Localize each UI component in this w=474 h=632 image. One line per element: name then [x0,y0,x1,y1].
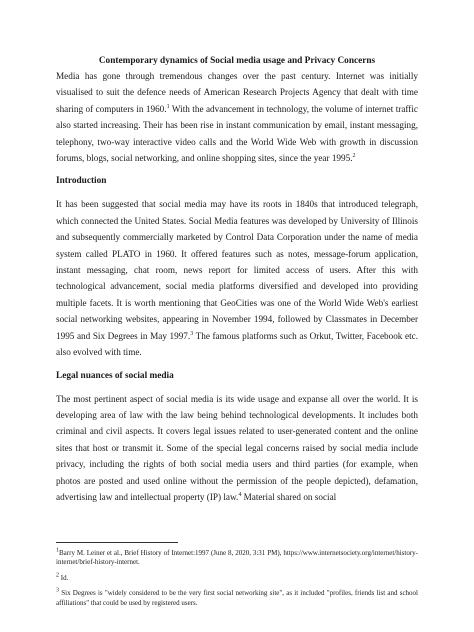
footnote-text: Id. [59,573,69,582]
footnote-text: Barry M. Leiner et al., Brief History of Internet:1997 (June 8, 2020, 3:31 PM), https://www.internetsociety.org/internet/history-internet/brief-history-internet. [56,549,418,567]
intro-text-1: Media has gone through tremendous changes over the past century. Internet was initially visualised to suit the defence needs of American Research Projects Agency that dealt with time sharing of computers in 1960. [56,71,418,114]
legal-nuances-paragraph [56,391,418,506]
footnote-ref-2[interactable]: 2 [352,152,356,159]
footnote-3 [56,589,418,608]
footnote-number: 2 [56,572,59,579]
footnote-number: 3 [56,587,59,594]
document-title: Contemporary dynamics of Social media usage and Privacy Concerns [98,56,376,66]
introduction-paragraph [56,196,418,360]
footnote-ref-4[interactable]: 4 [238,491,242,498]
footnote-ref-1[interactable]: 1 [166,103,170,110]
footnote-1 [56,549,418,568]
footnote-text: Six Degrees is "widely considered to be the very first social networking site", as it included "profiles, friends list and school affiliations" that could be used by registered users. [56,589,418,607]
introduction-text-2: The famous platforms such as Orkut, Twitter, Facebook etc. also evolved with time. [56,330,418,358]
section-heading-legal-nuances: Legal nuances of social media [56,370,174,381]
legal-text-1: The most pertinent aspect of social media is its wide usage and expanse all over the world. It is developing area of law with the law being behind technological developments. It includes both criminal and civil aspects. It covers legal issues related to user-generated content and the online sites that host or transmit it. Some of the special legal concerns raised by social media include privacy, including the rights of both social media users and third parties (for example, when photos are posted and used online without the permission of the people depicted), defamation, advertising law and intellectual property (IP) law. [56,393,418,502]
section-heading-introduction: Introduction [56,176,107,187]
footnote-divider [56,542,178,543]
footnote-2 [56,574,418,583]
footnotes-section [56,542,418,614]
footnote-ref-3[interactable]: 3 [190,330,194,337]
introduction-text-1: It has been suggested that social media may have its roots in 1840s that introduced telegraph, which connected the United States. Social Media features was developed by University of Illinois and subsequently commercially marketed by Control Data Corporation under the name of media system called PLATO in 1960. It offered features such as notes, message-forum application, instant messaging, chat room, news report for limited access of users. After this with technological advancement, social media platforms diversified and developed into providing multiple facets. It is worth mentioning that GeoCities was one of the World Wide Web's earliest social networking websites, appearing in November 1994, followed by Classmates in December 1995 and Six Degrees in May 1997. [56,199,418,341]
legal-text-2: Material shared on social [241,491,337,502]
document-body [56,54,418,505]
intro-text-2: With the advancement in technology, the volume of internet traffic also started increasing. Their has been rise in instant communication by email, instant messaging, telephony, two-way interactive video calls and the World Wide Web with growth in discussion forums, blogs, social networking, and online shopping sites, since the year 1995. [56,103,418,164]
intro-paragraph [56,68,418,166]
footnote-number: 1 [56,547,59,554]
